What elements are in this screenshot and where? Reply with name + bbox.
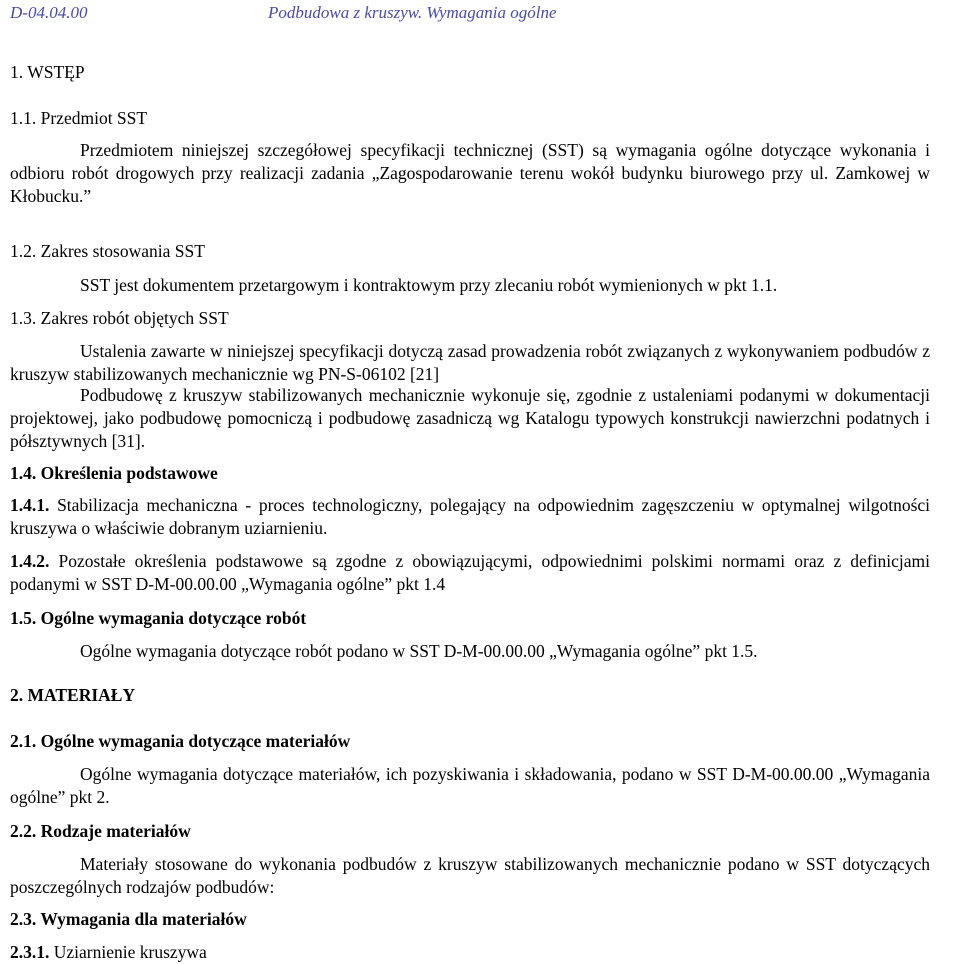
section-2-2-body: Materiały stosowane do wykonania podbudów z kruszyw stabilizowanych mechanicznie podano w SST dotyczących poszczególnych rodzajów podbudów:: [10, 854, 930, 897]
section-1-1-body: Przedmiotem niniejszej szczegółowej specyfikacji technicznej (SST) są wymagania ogólne dotyczące wykonania i odbioru robót drogowych przy realizacji zadania „Zagospodarowanie terenu wokół budynku biurowego przy ul. Zamkowej w Kłobucku.”: [10, 140, 930, 206]
section-1-3-paragraph-2: Podbudowę z kruszyw stabilizowanych mechanicznie wykonuje się, zgodnie z ustaleniami podanymi w dokumentacji projektowej, jako podbudowę pomocniczą i podbudowę zasadniczą wg Katalogu typowych konstrukcji nawierzchni podatnych i półsztywnych [31].: [10, 385, 930, 451]
section-heading-2-1: 2.1. Ogólne wymagania dotyczące materiałów: [10, 731, 351, 751]
section-1-3-paragraph-1: Ustalenia zawarte w niniejszej specyfikacji dotyczą zasad prowadzenia robót związanych z wykonywaniem podbudów z kruszyw stabilizowanych mechanicznie wg PN-S-06102 [21]: [10, 341, 930, 384]
page-header: [10, 0, 950, 24]
section-heading-2: 2. MATERIAŁY: [10, 685, 136, 705]
section-1-2-body: SST jest dokumentem przetargowym i kontraktowym przy zlecaniu robót wymienionych w pkt 1.1.: [80, 275, 778, 295]
section-heading-1-3: 1.3. Zakres robót objętych SST: [10, 308, 229, 328]
section-heading-1-2: 1.2. Zakres stosowania SST: [10, 241, 205, 261]
section-heading-1-4: 1.4. Określenia podstawowe: [10, 463, 218, 483]
section-2-1-body: Ogólne wymagania dotyczące materiałów, ich pozyskiwania i składowania, podano w SST D-M-00.00.00 „Wymagania ogólne” pkt 2.: [10, 764, 930, 807]
document-title: Podbudowa z kruszyw. Wymagania ogólne: [268, 3, 557, 22]
document-code: D-04.04.00: [10, 3, 88, 22]
section-heading-1: 1. WSTĘP: [10, 62, 85, 82]
section-heading-2-3: 2.3. Wymagania dla materiałów: [10, 909, 247, 929]
section-heading-2-3-1: 2.3.1. Uziarnienie kruszywa: [10, 942, 207, 962]
definition-1-4-2: 1.4.2. Pozostałe określenia podstawowe są zgodne z obowiązującymi, odpowiednimi polskimi normami oraz z definicjami podanymi w SST D-M-00.00.00 „Wymagania ogólne” pkt 1.4: [10, 551, 930, 594]
section-heading-1-1: 1.1. Przedmiot SST: [10, 108, 148, 128]
section-heading-1-5: 1.5. Ogólne wymagania dotyczące robót: [10, 608, 307, 628]
section-1-5-body: Ogólne wymagania dotyczące robót podano w SST D-M-00.00.00 „Wymagania ogólne” pkt 1.5.: [80, 641, 758, 661]
section-heading-2-2: 2.2. Rodzaje materiałów: [10, 821, 191, 841]
definition-1-4-1: 1.4.1. Stabilizacja mechaniczna - proces technologiczny, polegający na odpowiednim zagęszczeniu w optymalnej wilgotności kruszywa o właściwie dobranym uziarnieniu.: [10, 495, 931, 538]
